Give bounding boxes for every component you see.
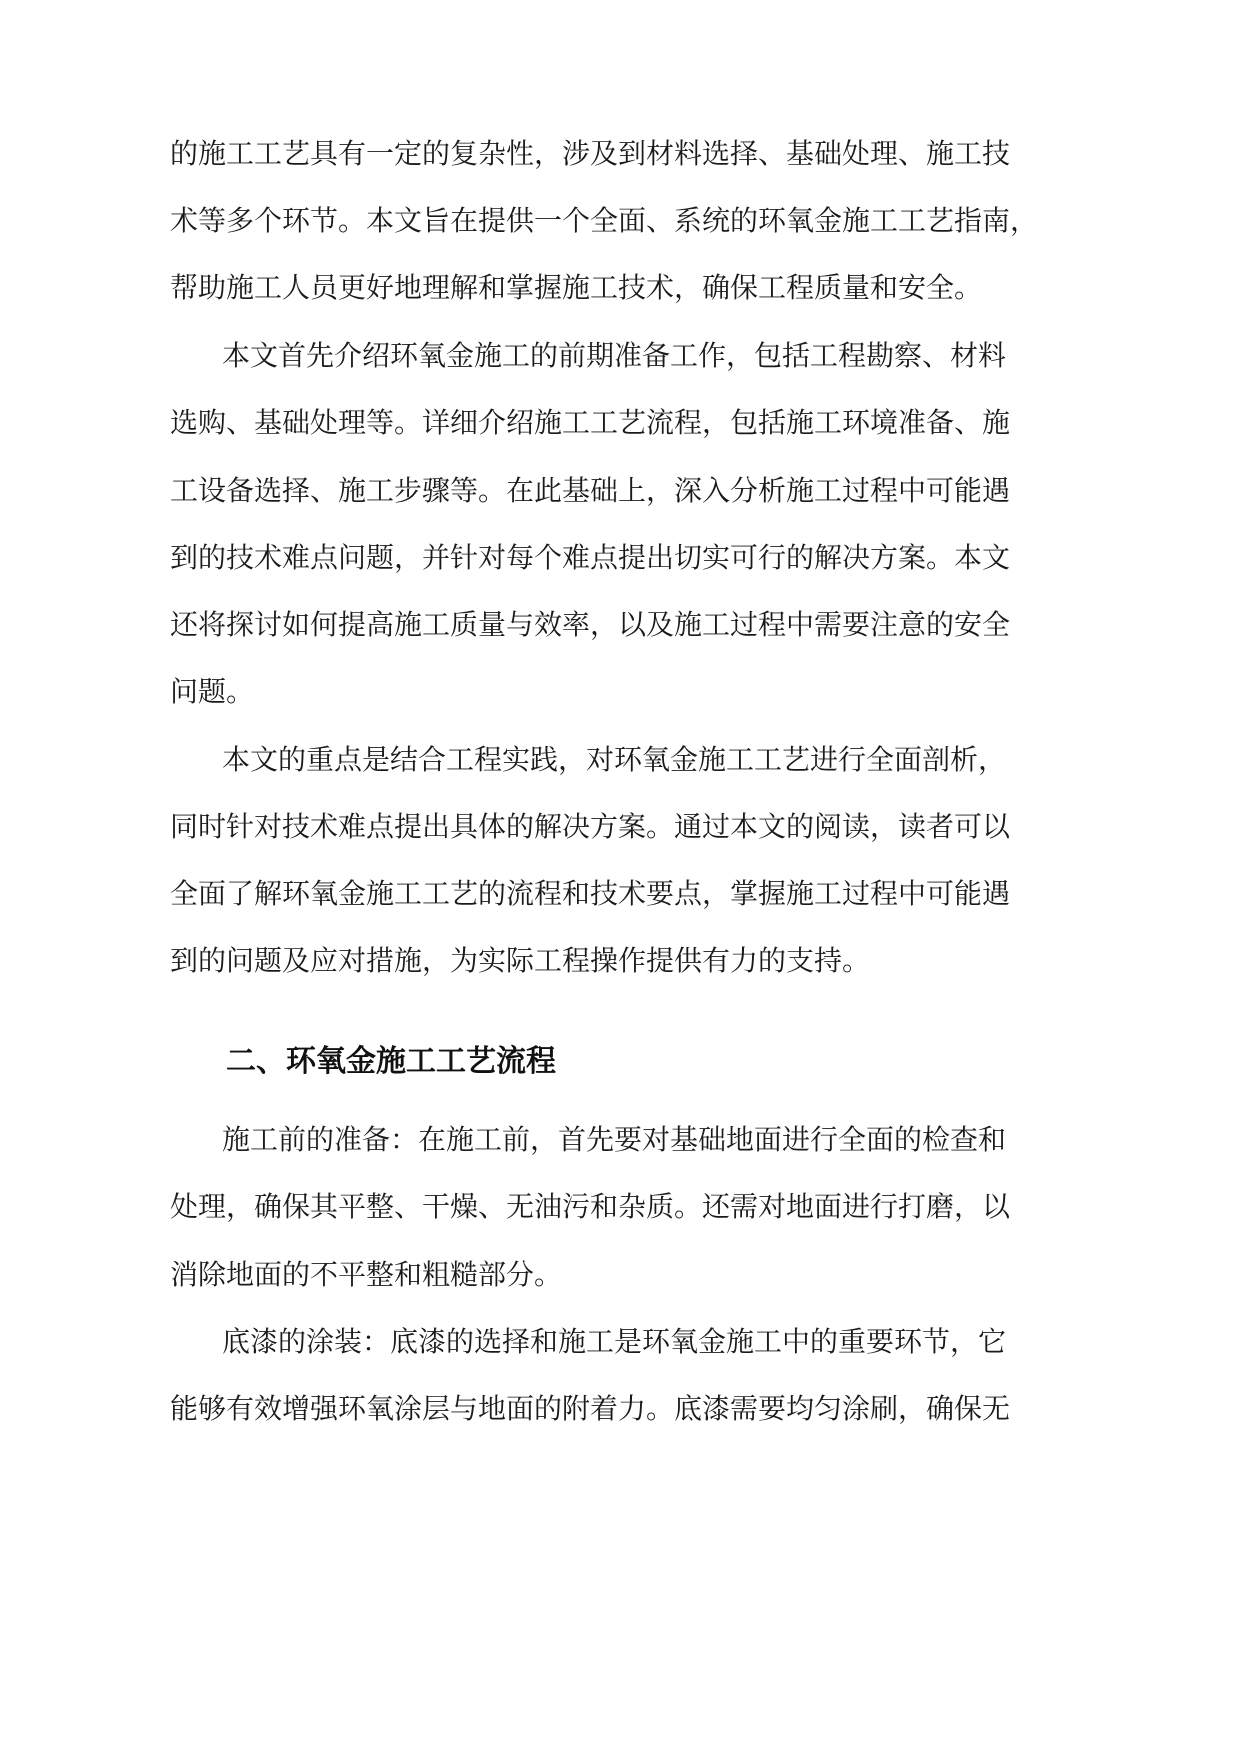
paragraph-2-line-3: 工设备选择、施工步骤等。在此基础上，深入分析施工过程中可能遇 [170,474,1011,507]
paragraph-2-line-1: 本文首先介绍环氧金施工的前期准备工作，包括工程勘察、材料 [222,339,1007,372]
section-paragraph-1-line-3: 消除地面的不平整和粗糙部分。 [170,1258,563,1291]
section-paragraph-2-line-1: 底漆的涂装：底漆的选择和施工是环氧金施工中的重要环节，它 [222,1325,1007,1358]
paragraph-2-line-2: 选购、基础处理等。详细介绍施工工艺流程，包括施工环境准备、施 [170,406,1011,439]
section-paragraph-2-line-2: 能够有效增强环氧涂层与地面的附着力。底漆需要均匀涂刷，确保无 [170,1392,1011,1425]
paragraph-1-line-1: 的施工工艺具有一定的复杂性，涉及到材料选择、基础处理、施工技 [170,137,1011,170]
paragraph-2-line-6: 问题。 [170,675,255,708]
section-heading: 二、环氧金施工工艺流程 [226,1044,556,1079]
paragraph-2-line-4: 到的技术难点问题，并针对每个难点提出切实可行的解决方案。本文 [170,541,1011,574]
paragraph-2-line-5: 还将探讨如何提高施工质量与效率，以及施工过程中需要注意的安全 [170,608,1011,641]
paragraph-3-line-3: 全面了解环氧金施工工艺的流程和技术要点，掌握施工过程中可能遇 [170,877,1011,910]
section-paragraph-1-line-1: 施工前的准备：在施工前，首先要对基础地面进行全面的检查和 [222,1123,1007,1156]
paragraph-3-line-1: 本文的重点是结合工程实践，对环氧金施工工艺进行全面剖析， [222,743,1007,776]
paragraph-1-line-2: 术等多个环节。本文旨在提供一个全面、系统的环氧金施工工艺指南， [170,204,1039,237]
paragraph-3-line-2: 同时针对技术难点提出具体的解决方案。通过本文的阅读，读者可以 [170,810,1011,843]
paragraph-3-line-4: 到的问题及应对措施，为实际工程操作提供有力的支持。 [170,944,871,977]
section-paragraph-1-line-2: 处理，确保其平整、干燥、无油污和杂质。还需对地面进行打磨，以 [170,1190,1011,1223]
paragraph-1-line-3: 帮助施工人员更好地理解和掌握施工技术，确保工程质量和安全。 [170,271,983,304]
